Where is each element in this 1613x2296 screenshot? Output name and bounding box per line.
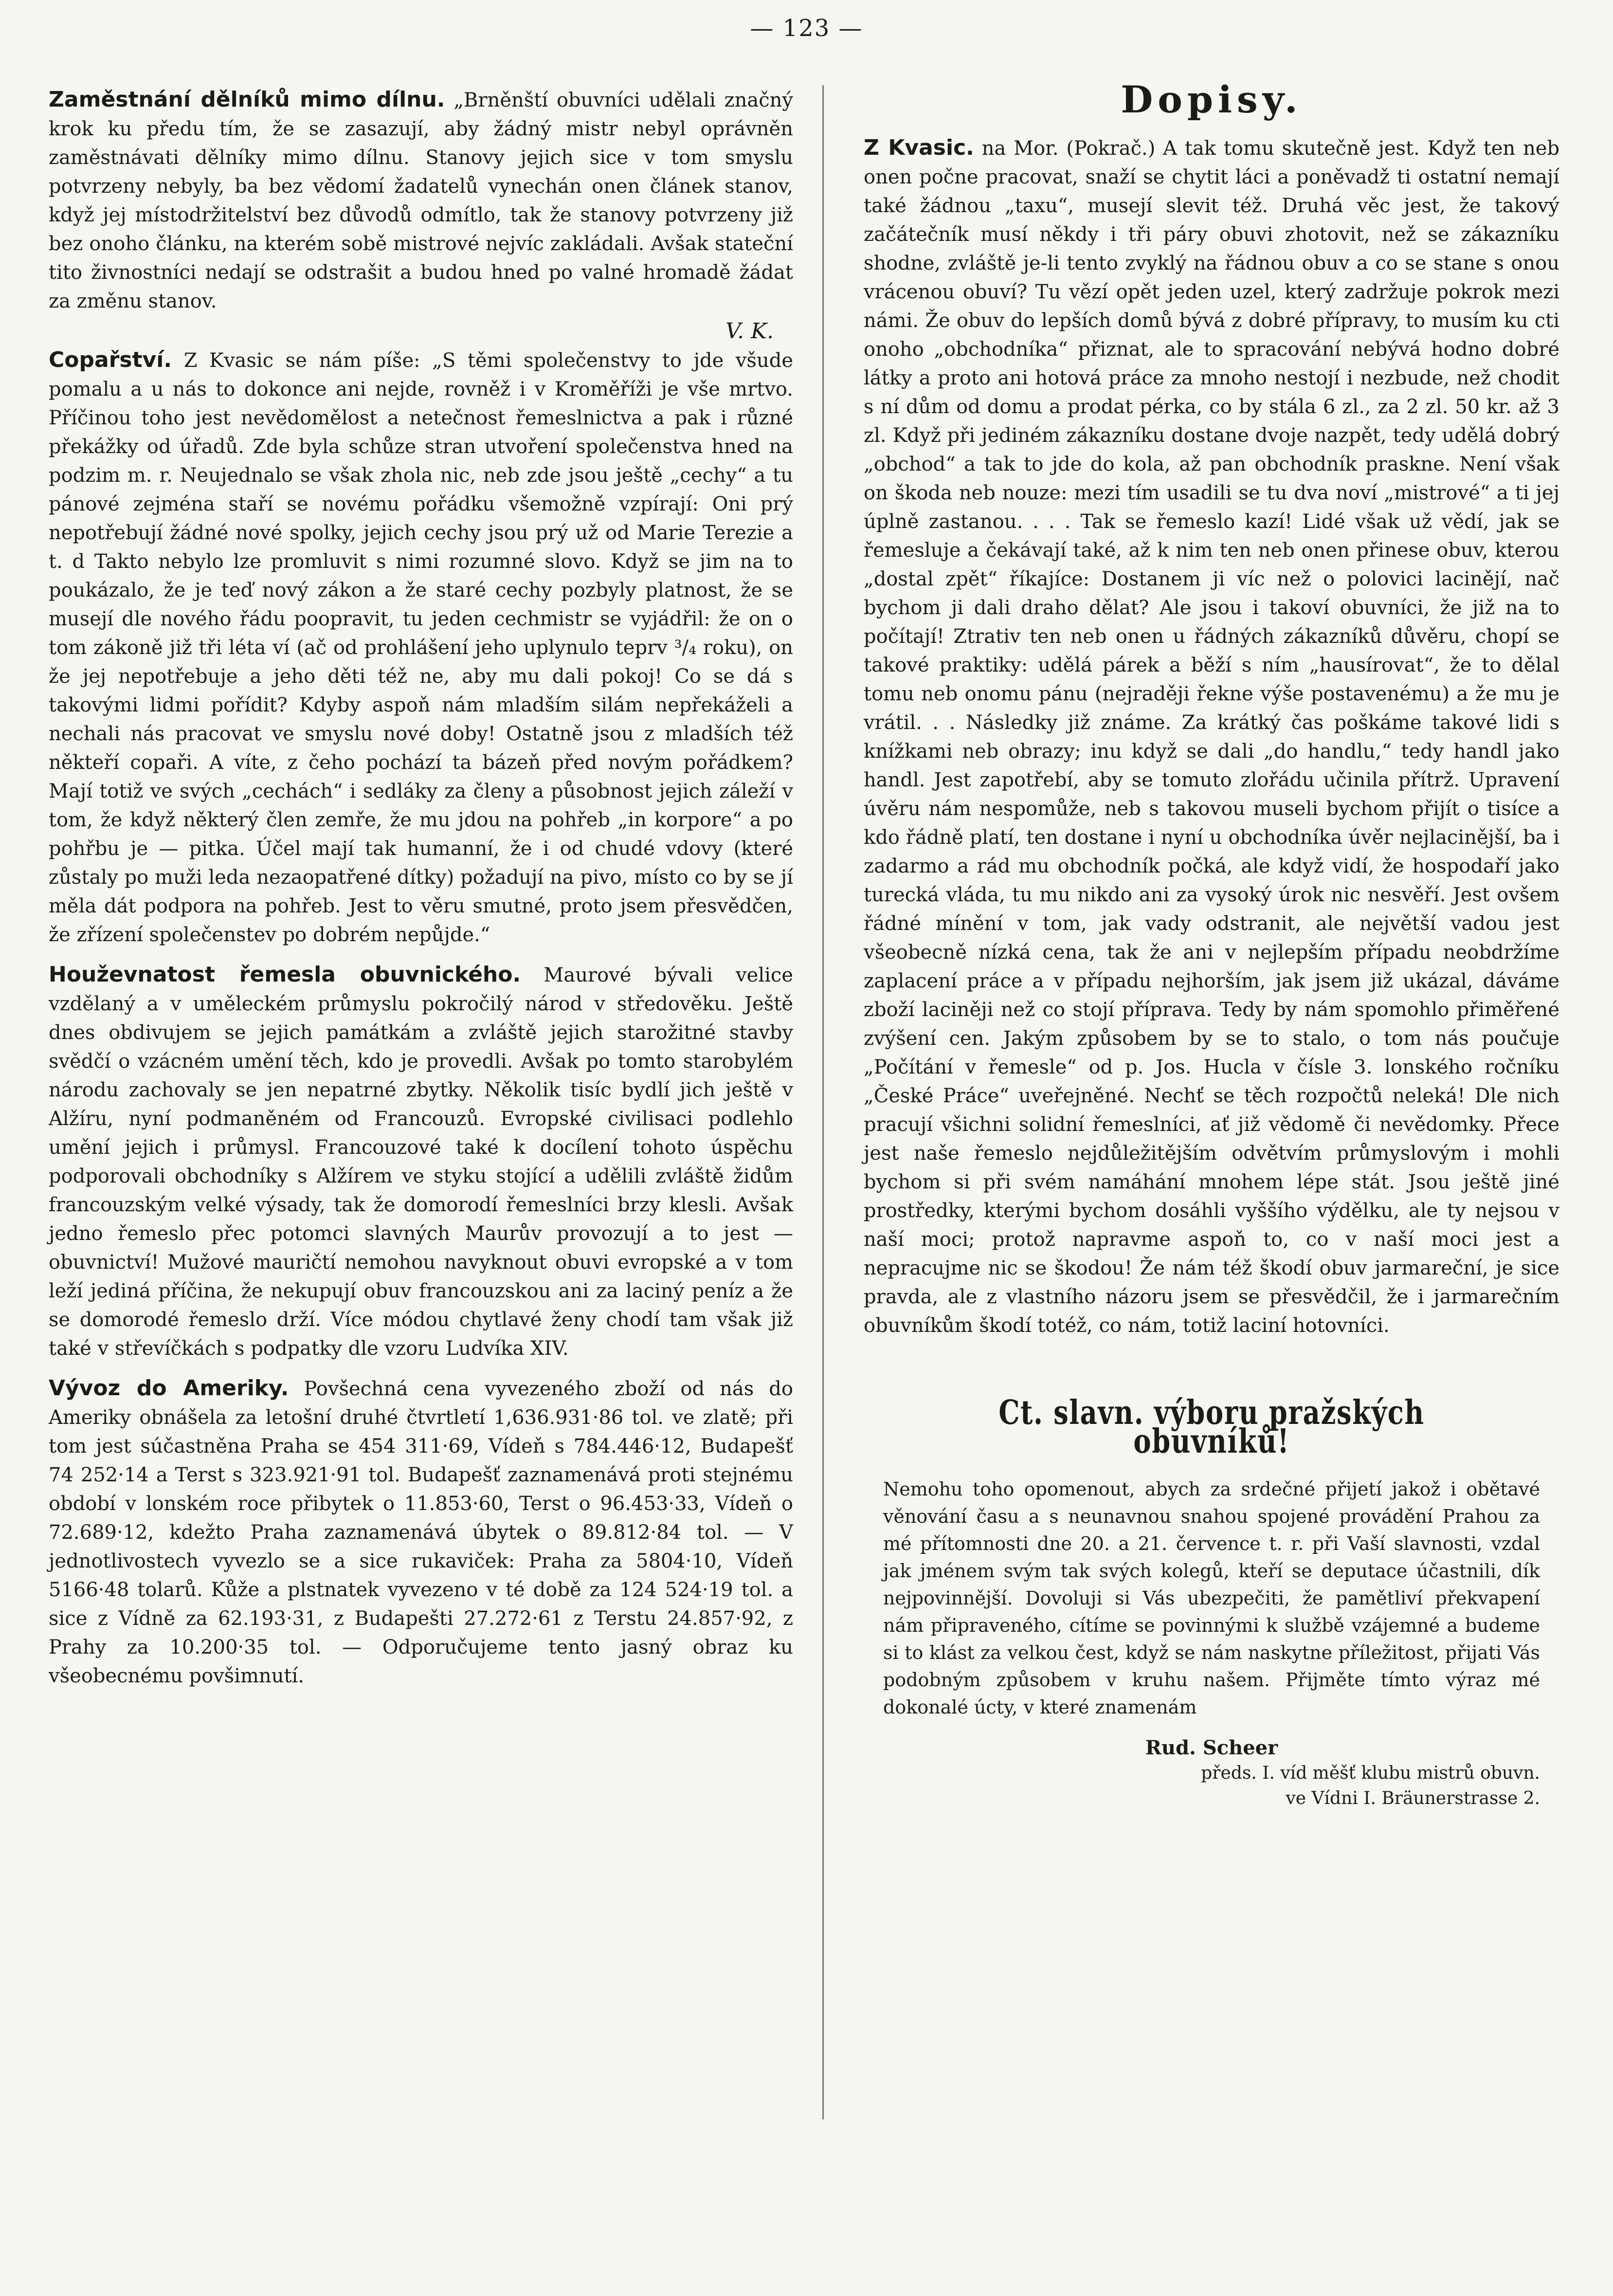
article-4-heading: Vývoz do Ameriky. bbox=[49, 1376, 289, 1401]
article-2-heading: Copařství. bbox=[49, 347, 172, 372]
letter bbox=[864, 133, 1559, 1340]
signer-name: Rud. Scheer bbox=[1145, 1736, 1278, 1759]
article-3-heading: Houževnatost řemesla obuvnického. bbox=[49, 962, 521, 987]
address-body: Nemohu toho opomenout, abych za srdečné přijetí jakož i obětavé věnování času a s neunavnou snahou spojené provádění Prahou za mé přítomnosti dne 20. a 21. července t. r. při Vaší slavnosti, vzdal jak jménem svým tak svých kolegů, kteří se deputace účastnili, dík nejpovinnější. Dovoluji si Vás ubezpečiti, že pamětliví překvapení nám připraveného, cítíme se povinnými k službě vzájemné a budeme si to klást za velkou čest, když se nám naskytne příležitost, přijati Vás podobným způsobem v kruhu našem. Přijměte tímto výraz mé dokonalé úcty, v které znamenám bbox=[883, 1478, 1540, 1718]
letter-heading: Z Kvasic. bbox=[864, 135, 974, 160]
article-1 bbox=[49, 85, 793, 316]
article-2 bbox=[49, 346, 793, 949]
column-divider bbox=[822, 85, 824, 2119]
address-title: Ct. slavn. výboru pražských obuvníků! bbox=[998, 1393, 1425, 1461]
article-3-body: Maurové bývali velice vzdělaný a v uměleckém průmyslu pokročilý národ v středověku. Ještě dnes obdivujem se jejich památkám a zvláště jejich starožitné stavby svědčí o vzácném umění těch, kdo je provedli. Avšak po tomto starobylém národu zachovaly se jen nepatrné zbytky. Několik tisíc bydlí jich ještě v Alžíru, nyní podmaněném od Francouzů. Evropské civilisaci podlehlo umění jejich i průmysl. Francouzové také k docílení tohoto úspěchu podporovali obchodníky s Alžírem ve styku stojící a udělili zvláště židům francouzským velké výsady, tak že domorodí řemeslníci brzy klesli. Avšak jedno řemeslo přec potomci slavných Maurův provozují a to jest — obuvnictví! Mužové mauričtí nemohou navyknout obuvi evropské a v tom leží jediná příčina, že nekupují obuv francouzskou ani za laciný peníz a že se domorodé řemeslo drží. Více módou chytlavé ženy chodí tam však již také v střevíčkách s podpatky dle vzoru Ludvíka XIV. bbox=[49, 964, 794, 1360]
letter-body: na Mor. (Pokrač.) A tak tomu skutečně jest. Když ten neb onen počne pracovat, snaží se chytit láci a poněvadž ti ostatní nemají také žádnou „taxu“, musejí slevit též. Druhá věc jest, že takový začátečník musí někdy i tři páry obuvi zhotovit, než se zákazníku shodne, zvláště je-li tento zvyklý na řádnou obuv a co se stane s onou vrácenou obuví? Tu vězí opět jeden uzel, který zadržuje pokrok mezi námi. Že obuv do lepších domů bývá z dobré přípravy, to musím ku cti onoho „obchodníka“ přiznat, ale to spracování nebývá hodno dobré látky a proto ani hotová práce za mnoho nestojí i nezbude, než chodit s ní dům od domu a prodat pérka, co by stála 6 zl., za 2 zl. 50 kr. až 3 zl. Když při jediném zákazníku dostane dvoje nazpět, tedy udělá dobrý „obchod“ a tak to jde do kola, až pan obchodník praskne. Není však on škoda neb nouze: mezi tím usadili se tu dva noví „mistrové“ a ti jej úplně zastanou. . . . Tak se řemeslo kazí! Lidé však už vědí, jak se řemesluje a čekávají také, až k nim ten neb onen přinese obuv, kterou „dostal zpět“ říkajíce: Dostanem ji víc než o polovici lacinějí, nač bychom ji dali draho dělat? Ale jsou i takoví obuvníci, že již na to počítají! Ztrativ ten neb onen u řádných zákazníků důvěru, chopí se takové praktiky: udělá párek a běží s ním „hausírovat“, že to dělal tomu neb onomu pánu (nejraději řekne výše postavenému) a že mu je vrátil. . . Následky již známe. Za krátký čas poškáme takové lidi s knížkami neb obrazy; inu když se dali „do handlu,“ tedy handl jako handl. Jest zapotřebí, aby se tomuto zlořádu učinila přítrž. Upravení úvěru nám nespomůže, neb s takovou museli bychom přijít o tisíce a kdo řádně platí, ten dostane i nyní u obchodníka úvěr nejlacinější, ba i zadarmo a rád mu obchodník počká, ale když vidí, že hospodaří jako turecká vláda, tu mu nikdo ani za vysoký úrok nic nesvěří. Jest ovšem řádné mínění v tom, jak vady odstranit, ale největší vadou jest všeobecně nízká cena, tak že ani v nejlepším případu neobdržíme zaplacení práce a v případu nejhorším, jak jsem již ukázal, dáváme zboží laciněji než co stojí příprava. Tedy by nám spomohlo přiměřené zvýšení cen. Jakým způsobem by se to stalo, o tom nás poučuje „Počítání v řemesle“ od p. Jos. Hucla v čísle 3. lonského ročníku „České Práce“ uveřejněné. Nechť se těch rozpočtů neleká! Dle nich pracují všichni solidní řemeslníci, ať již vědomě či nevědomky. Přece jest naše řemeslo nejdůležitějším odvětvím průmyslovým i mohli bychom si při svém namáhání mnohem lépe stát. Jsou ještě jiné prostředky, kterými bychom dosáhli vyššího výdělku, ale ty nejsou v naší moci; protož napravme aspoň to, co v naší moci jest a nepracujme nic se škodou! Že nám též škodí obuv jarmareční, je sice pravda, ale z vlastního názoru jsem se přesvědčil, že i jarmarečním obuvníkům škodí totéž, co nám, totiž laciní hotovníci. bbox=[864, 137, 1560, 1337]
article-1-heading: Zaměstnání dělníků mimo dílnu. bbox=[49, 87, 445, 112]
article-1-body: „Brněnští obuvníci udělali značný krok ku předu tím, že se zasazují, aby žádný mistr nebyl oprávněn zaměstnávati dělníky mimo dílnu. Stanovy jejich sice v tom smyslu potvrzeny nebyly, ba bez vědomí žadatelů vynechán onen článek stanov, když jej místodržitelství bez důvodů odmítlo, tak že stanovy potvrzeny již bez onoho článku, na kterém sobě mistrové nejvíc zakládali. Avšak stateční tito živnostníci nedají se odstrašit a budou hned po valné hromadě žádat za změnu stanov. bbox=[49, 89, 794, 312]
address bbox=[864, 1476, 1559, 1811]
signer-role-1: předs. I. víd měšť klubu mistrů obuvn. bbox=[1201, 1763, 1540, 1783]
article-3 bbox=[49, 960, 793, 1363]
signer-role-2: ve Vídni I. Bräunerstrasse 2. bbox=[1286, 1788, 1540, 1808]
section-title: Dopisy. bbox=[1121, 78, 1303, 121]
article-4-body: Povšechná cena vyvezeného zboží od nás do Ameriky obnášela za letošní druhé čtvrtletí 1,636.931·86 tol. ve zlatě; při tom jest súčastněna Praha se 454 311·69, Vídeň s 784.446·12, Budapešť 74 252·14 a Terst s 323.921·91 tol. Budapešť zaznamenává proti stejnému období v lonském roce přibytek o 11.853·60, Terst o 96.453·33, Vídeň o 72.689·12, kdežto Praha zaznamenává úbytek o 89.812·84 tol. — V jednotlivostech vyvezlo se a sice rukaviček: Praha za 5804·10, Vídeň 5166·48 tolarů. Kůže a plstnatek vyvezeno v té době za 124 524·19 tol. a sice z Vídně za 62.193·31, z Budapešti 27.272·61 z Terstu 24.857·92, z Prahy za 10.200·35 tol. — Odporučujeme tento jasný obraz ku všeobecnému povšimnutí. bbox=[49, 1378, 793, 1687]
right-column bbox=[864, 78, 1560, 1811]
article-4 bbox=[49, 1374, 793, 1691]
article-2-body: Z Kvasic se nám píše: „S těmi společenstvy to jde všude pomalu a u nás to dokonce ani nejde, rovněž i v Kroměříži je vše mrtvo. Příčinou toho jest nevědomělost a netečnost řemeslnictva a pak i různé překážky od úřadů. Zde byla schůze stran utvoření společenstva hned na podzim m. r. Neujednalo se však zhola nic, neb zde jsou ještě „cechy“ a tu pánové zejména staří se novému pořádku všemožně vzpírají: Oni prý nepotřebují žádné nové spolky, jejich cechy jsou prý už od Marie Terezie a t. d Takto nebylo lze promluvit s nimi rozumné slovo. Když se jim na to poukázalo, že je teď nový zákon a že staré cechy pozbyly platnost, že se musejí dle nového řádu poopravit, tu jeden cechmistr se vyjádřil: že on o tom zákoně již tři léta ví (ač od prohlášení jeho uplynulo teprv ³/₄ roku), on že jej nepotřebuje a jeho děti též ne, aby mu dali pokoj! Co se dá s takovými lidmi pořídit? Kdyby aspoň nám mladším silám nepřekáželi a nechali nás pracovat ve smyslu nové doby! Ostatně jsou z mladších též někteří copaři. A víte, z čeho pochází ta bázeň před novým pořádkem? Mají totiž ve svých „cechách“ i sedláky za členy a působnost jejich záleží v tom, že když některý člen zemře, že mu jdou na pohřeb „in korpore“ a po pohřbu je — pitka. Účel mají tak humanní, že i od chudé vdovy (které zůstaly po muži leda nezaopatřené dítky) požadují na pivo, místo co by se jí měla dát podpora na pohřeb. Jest to věru smutné, proto jsem přesvědčen, že zřízení společenstev po dobrém nepůjde.“ bbox=[49, 349, 793, 946]
left-column bbox=[49, 85, 793, 1701]
article-1-signature: V. K. bbox=[725, 319, 774, 344]
page-number: — 123 — bbox=[750, 15, 863, 42]
